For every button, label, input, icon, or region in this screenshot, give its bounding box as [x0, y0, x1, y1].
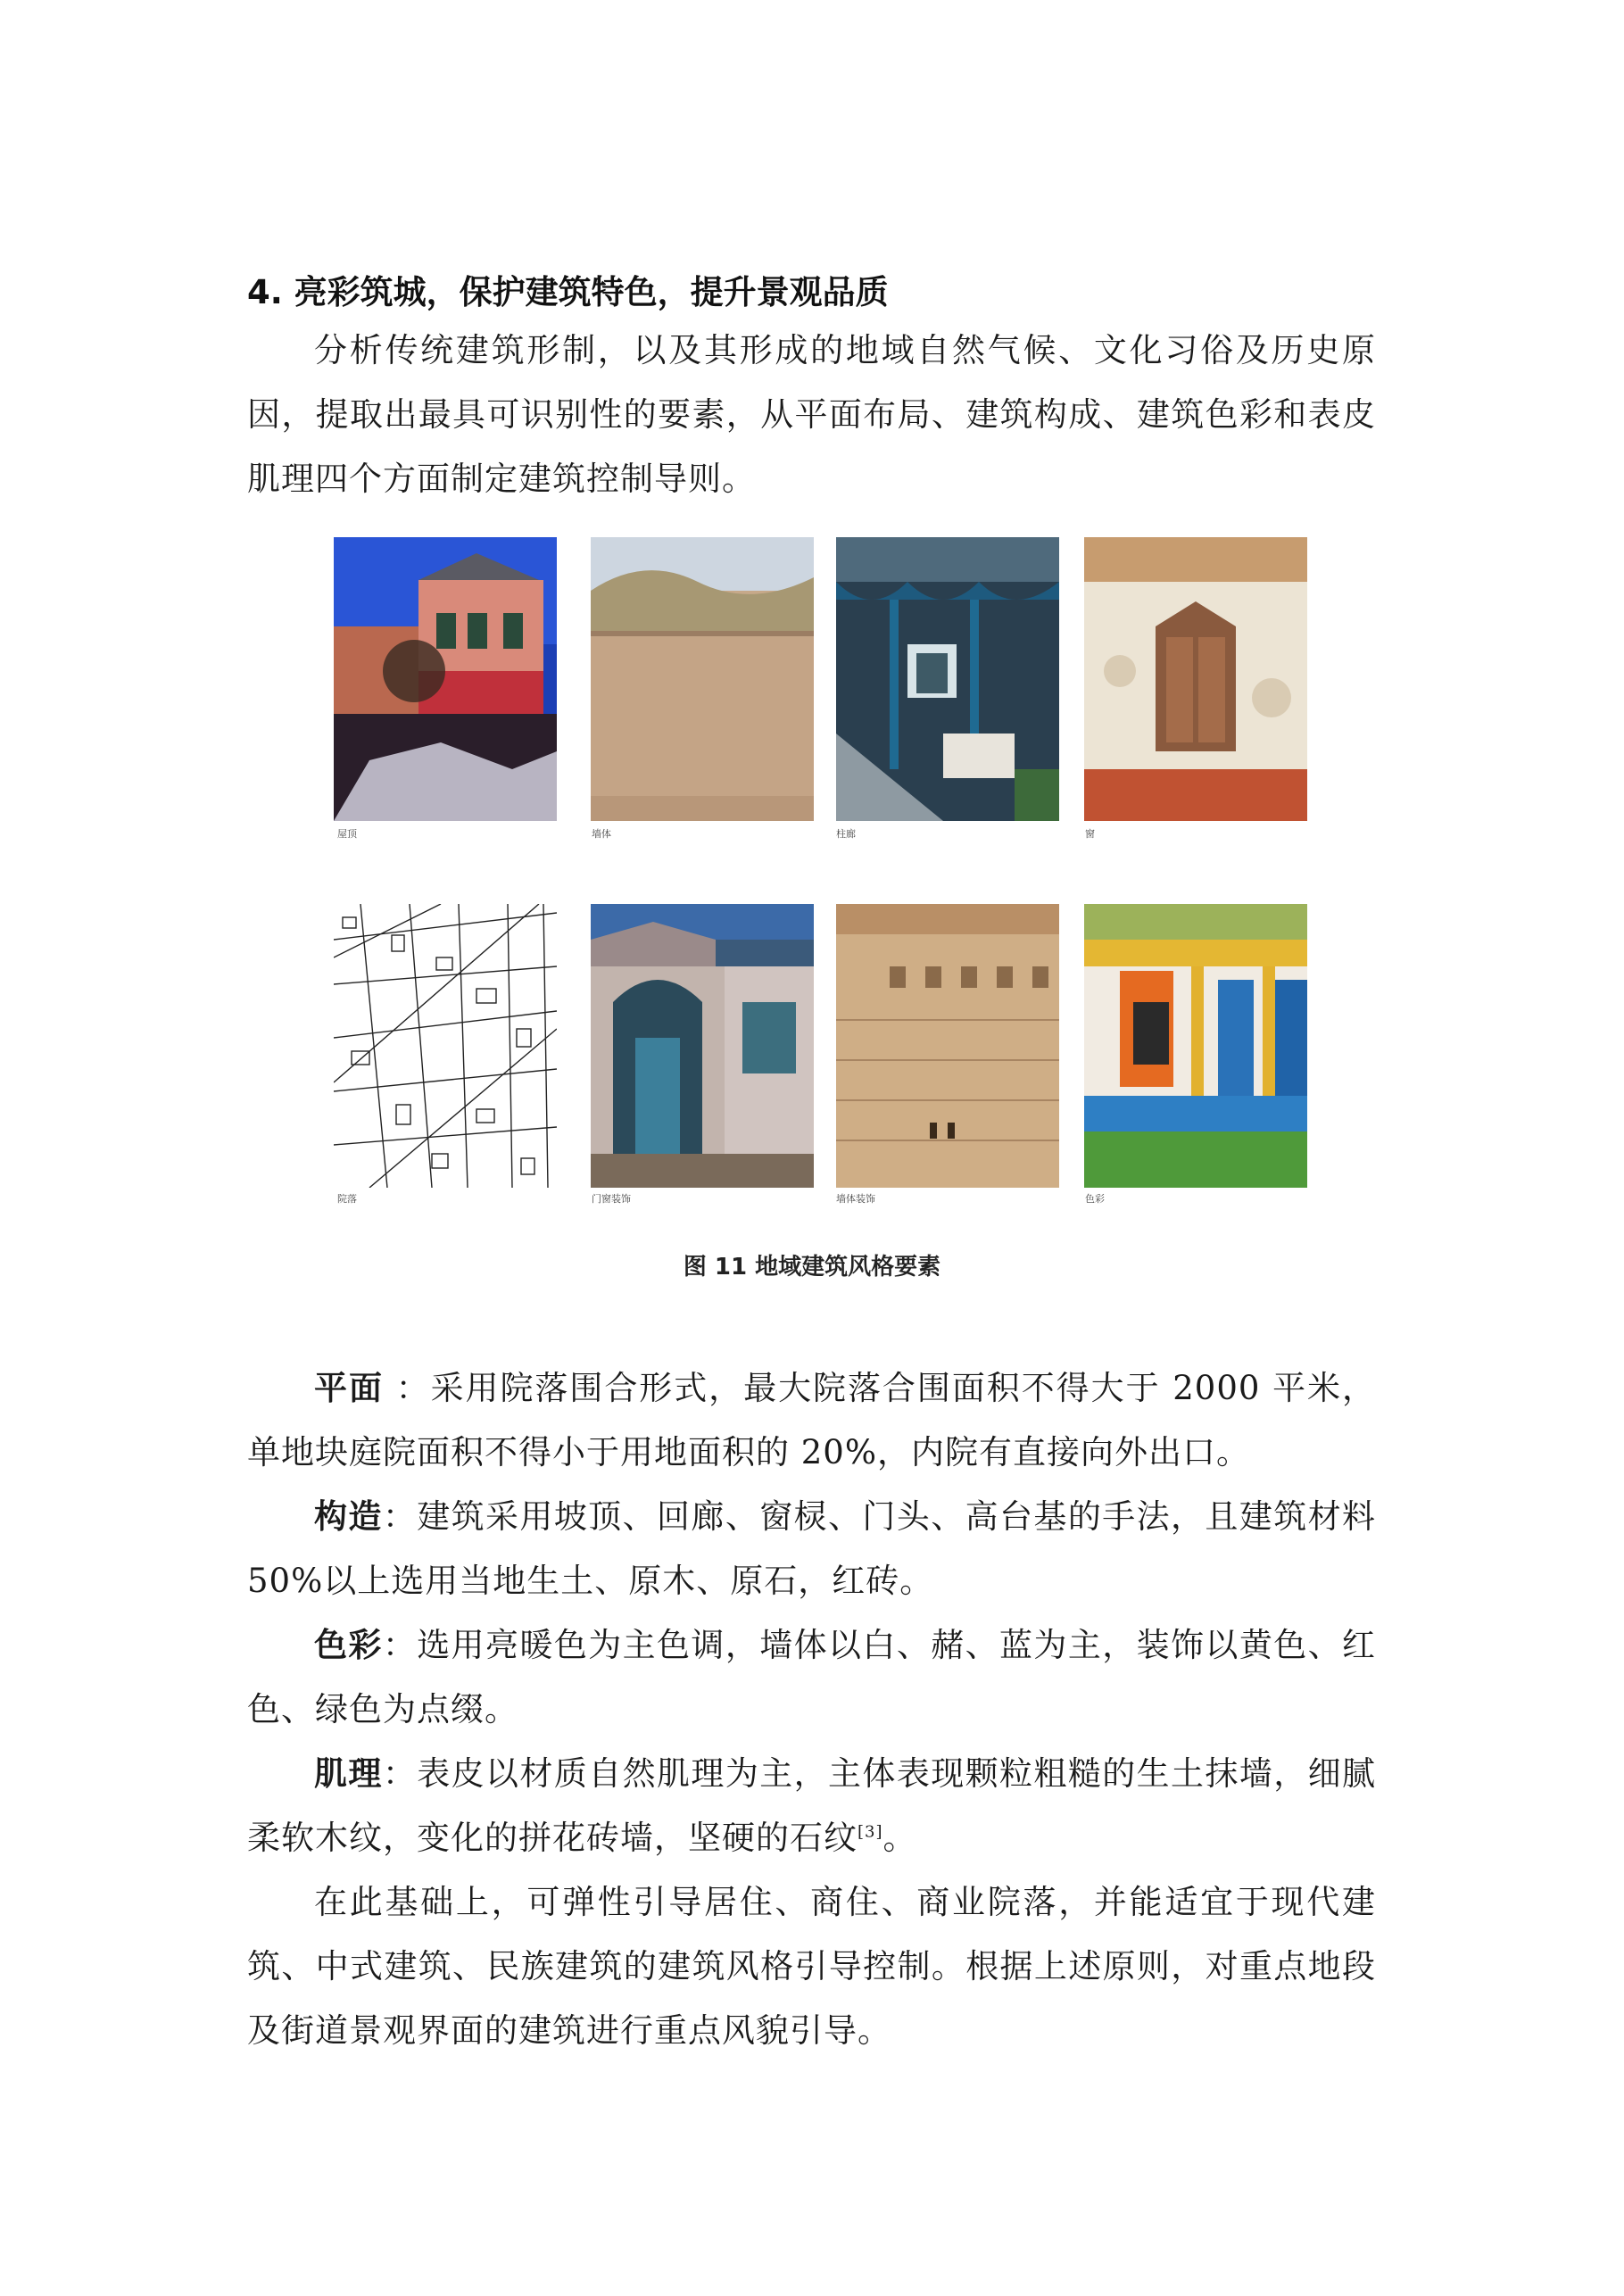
- guideline-structure: [247, 1485, 1376, 1613]
- photo-window: [1084, 537, 1307, 821]
- closing-paragraph: 在此基础上，可弹性引导居住、商住、商业院落，并能适宜于现代建筑、中式建筑、民族建筑的建筑风格引导控制。根据上述原则，对重点地段及街道景观界面的建筑进行重点风貌引导。: [247, 1883, 1376, 2050]
- figure-caption: 图 11 地域建筑风格要素: [683, 1254, 941, 1281]
- photo-label-wall-decoration: 墙体装饰: [836, 1193, 875, 1205]
- guideline-term: 平面: [314, 1369, 384, 1407]
- guideline-text: 建筑采用坡顶、回廊、窗棂、门头、高台基的手法，且建筑材料 50%以上选用当地生土、原木、原石，红砖。: [247, 1497, 1377, 1600]
- guideline-text: 采用院落围合形式，最大院落合围面积不得大于 2000 平米，单地块庭院面积不得小于用地面积的 20%，内院有直接向外出口。: [247, 1369, 1377, 1471]
- photo-label-color: 色彩: [1085, 1193, 1105, 1205]
- guideline-term: 构造: [314, 1497, 383, 1536]
- photo-roof: [334, 537, 557, 821]
- guideline-color: [247, 1613, 1376, 1742]
- intro-paragraph: 分析传统建筑形制，以及其形成的地域自然气候、文化习俗及历史原因，提取出最具可识别性的要素，从平面布局、建筑构成、建筑色彩和表皮肌理四个方面制定建筑控制导则。: [247, 331, 1376, 498]
- photo-label-courtyard: 院落: [337, 1193, 357, 1205]
- photo-label-roof: 屋顶: [337, 828, 357, 840]
- guideline-text: 表皮以材质自然肌理为主，主体表现颗粒粗糙的生土抹墙，细腻柔软木纹，变化的拼花砖墙，坚硬的石纹: [247, 1754, 1377, 1857]
- guideline-texture: [247, 1742, 1376, 1870]
- photo-color: [1084, 904, 1307, 1188]
- citation-ref[interactable]: [3]: [858, 1822, 883, 1842]
- photo-label-window: 窗: [1085, 828, 1095, 840]
- guideline-separator: ：: [382, 1626, 418, 1664]
- photo-label-colonnade: 柱廊: [836, 828, 856, 840]
- guideline-separator: ：: [382, 1497, 418, 1536]
- photo-label-door-decoration: 门窗装饰: [592, 1193, 631, 1205]
- photo-door-decoration: [591, 904, 814, 1188]
- guideline-separator: ：: [382, 1754, 418, 1793]
- guideline-plan: [247, 1356, 1376, 1485]
- guideline-tail: 。: [882, 1819, 917, 1857]
- guideline-text: 选用亮暖色为主色调，墙体以白、赭、蓝为主，装饰以黄色、红色、绿色为点缀。: [247, 1626, 1377, 1728]
- photo-colonnade: [836, 537, 1059, 821]
- section-heading: 4. 亮彩筑城，保护建筑特色，提升景观品质: [247, 273, 889, 311]
- photo-wall: [591, 537, 814, 821]
- photo-courtyard-map: [334, 904, 557, 1188]
- photo-wall-decoration: [836, 904, 1059, 1188]
- guideline-term: 色彩: [314, 1626, 383, 1664]
- guideline-separator: ：: [383, 1369, 431, 1407]
- photo-label-wall: 墙体: [592, 828, 611, 840]
- guideline-term: 肌理: [314, 1754, 383, 1793]
